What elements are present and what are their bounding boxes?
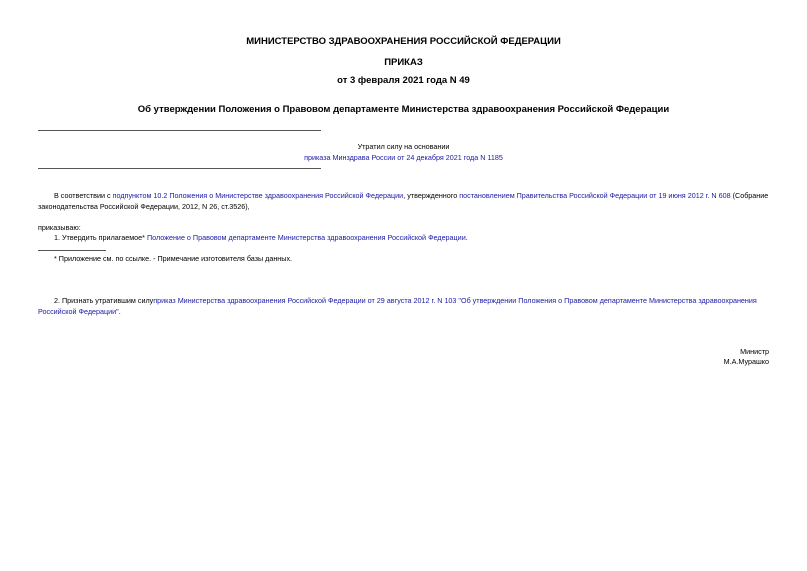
preamble-text-2: , утвержденного <box>403 191 460 200</box>
preamble-link-subclause[interactable]: подпунктом 10.2 Положения о Министерстве здравоохранения Российской Федерации <box>112 191 404 200</box>
signature-name: М.А.Мурашко <box>723 357 769 366</box>
item-1 <box>38 233 774 244</box>
status-line: Утратил силу на основании <box>357 142 450 151</box>
preamble-text-1: В соответствии с <box>54 191 113 200</box>
item-1-regulation-link[interactable]: Положение о Правовом департаменте Министерства здравоохранения Российской Федерации <box>146 233 466 242</box>
preamble-text-3: (Собрание законодательства Российской Федерации, 2012, N 26, ст.3526), <box>38 191 769 211</box>
status-repeal-link[interactable]: приказа Минздрава России от 24 декабря 2021 года N 1185 <box>304 153 503 162</box>
item-2 <box>38 296 774 317</box>
status-bottom-divider <box>38 168 321 169</box>
preamble-paragraph <box>38 191 774 212</box>
preamble-link-decree[interactable]: постановлением Правительства Российской Федерации от 19 июня 2012 г. N 608 <box>459 191 731 200</box>
item-1-suffix: . <box>465 233 468 242</box>
document-title: Об утверждении Положения о Правовом департаменте Министерства здравоохранения Российской Федерации <box>137 104 670 115</box>
ministry-heading: МИНИСТЕРСТВО ЗДРАВООХРАНЕНИЯ РОССИЙСКОЙ ФЕДЕРАЦИИ <box>246 36 561 47</box>
date-number-heading: от 3 февраля 2021 года N 49 <box>337 75 470 86</box>
signature-position: Министр <box>740 347 769 356</box>
status-top-divider <box>38 130 321 131</box>
order-word: приказываю: <box>38 223 81 232</box>
item-2-repealed-order-link[interactable]: приказ Министерства здравоохранения Российской Федерации от 29 августа 2012 г. N 103 "Об утверждении Положения о Правовом департаменте Министерства здравоохранения Российской Федерации" <box>38 296 757 316</box>
footnote-divider <box>38 250 106 251</box>
item-2-prefix: 2. Признать утратившим силу <box>54 296 154 305</box>
item-2-suffix: . <box>118 306 121 316</box>
footnote-text: * Приложение см. по ссылке. - Примечание изготовителя базы данных. <box>54 254 293 263</box>
item-1-prefix: 1. Утвердить прилагаемое* <box>54 233 147 242</box>
doc-type-heading: ПРИКАЗ <box>384 57 423 68</box>
